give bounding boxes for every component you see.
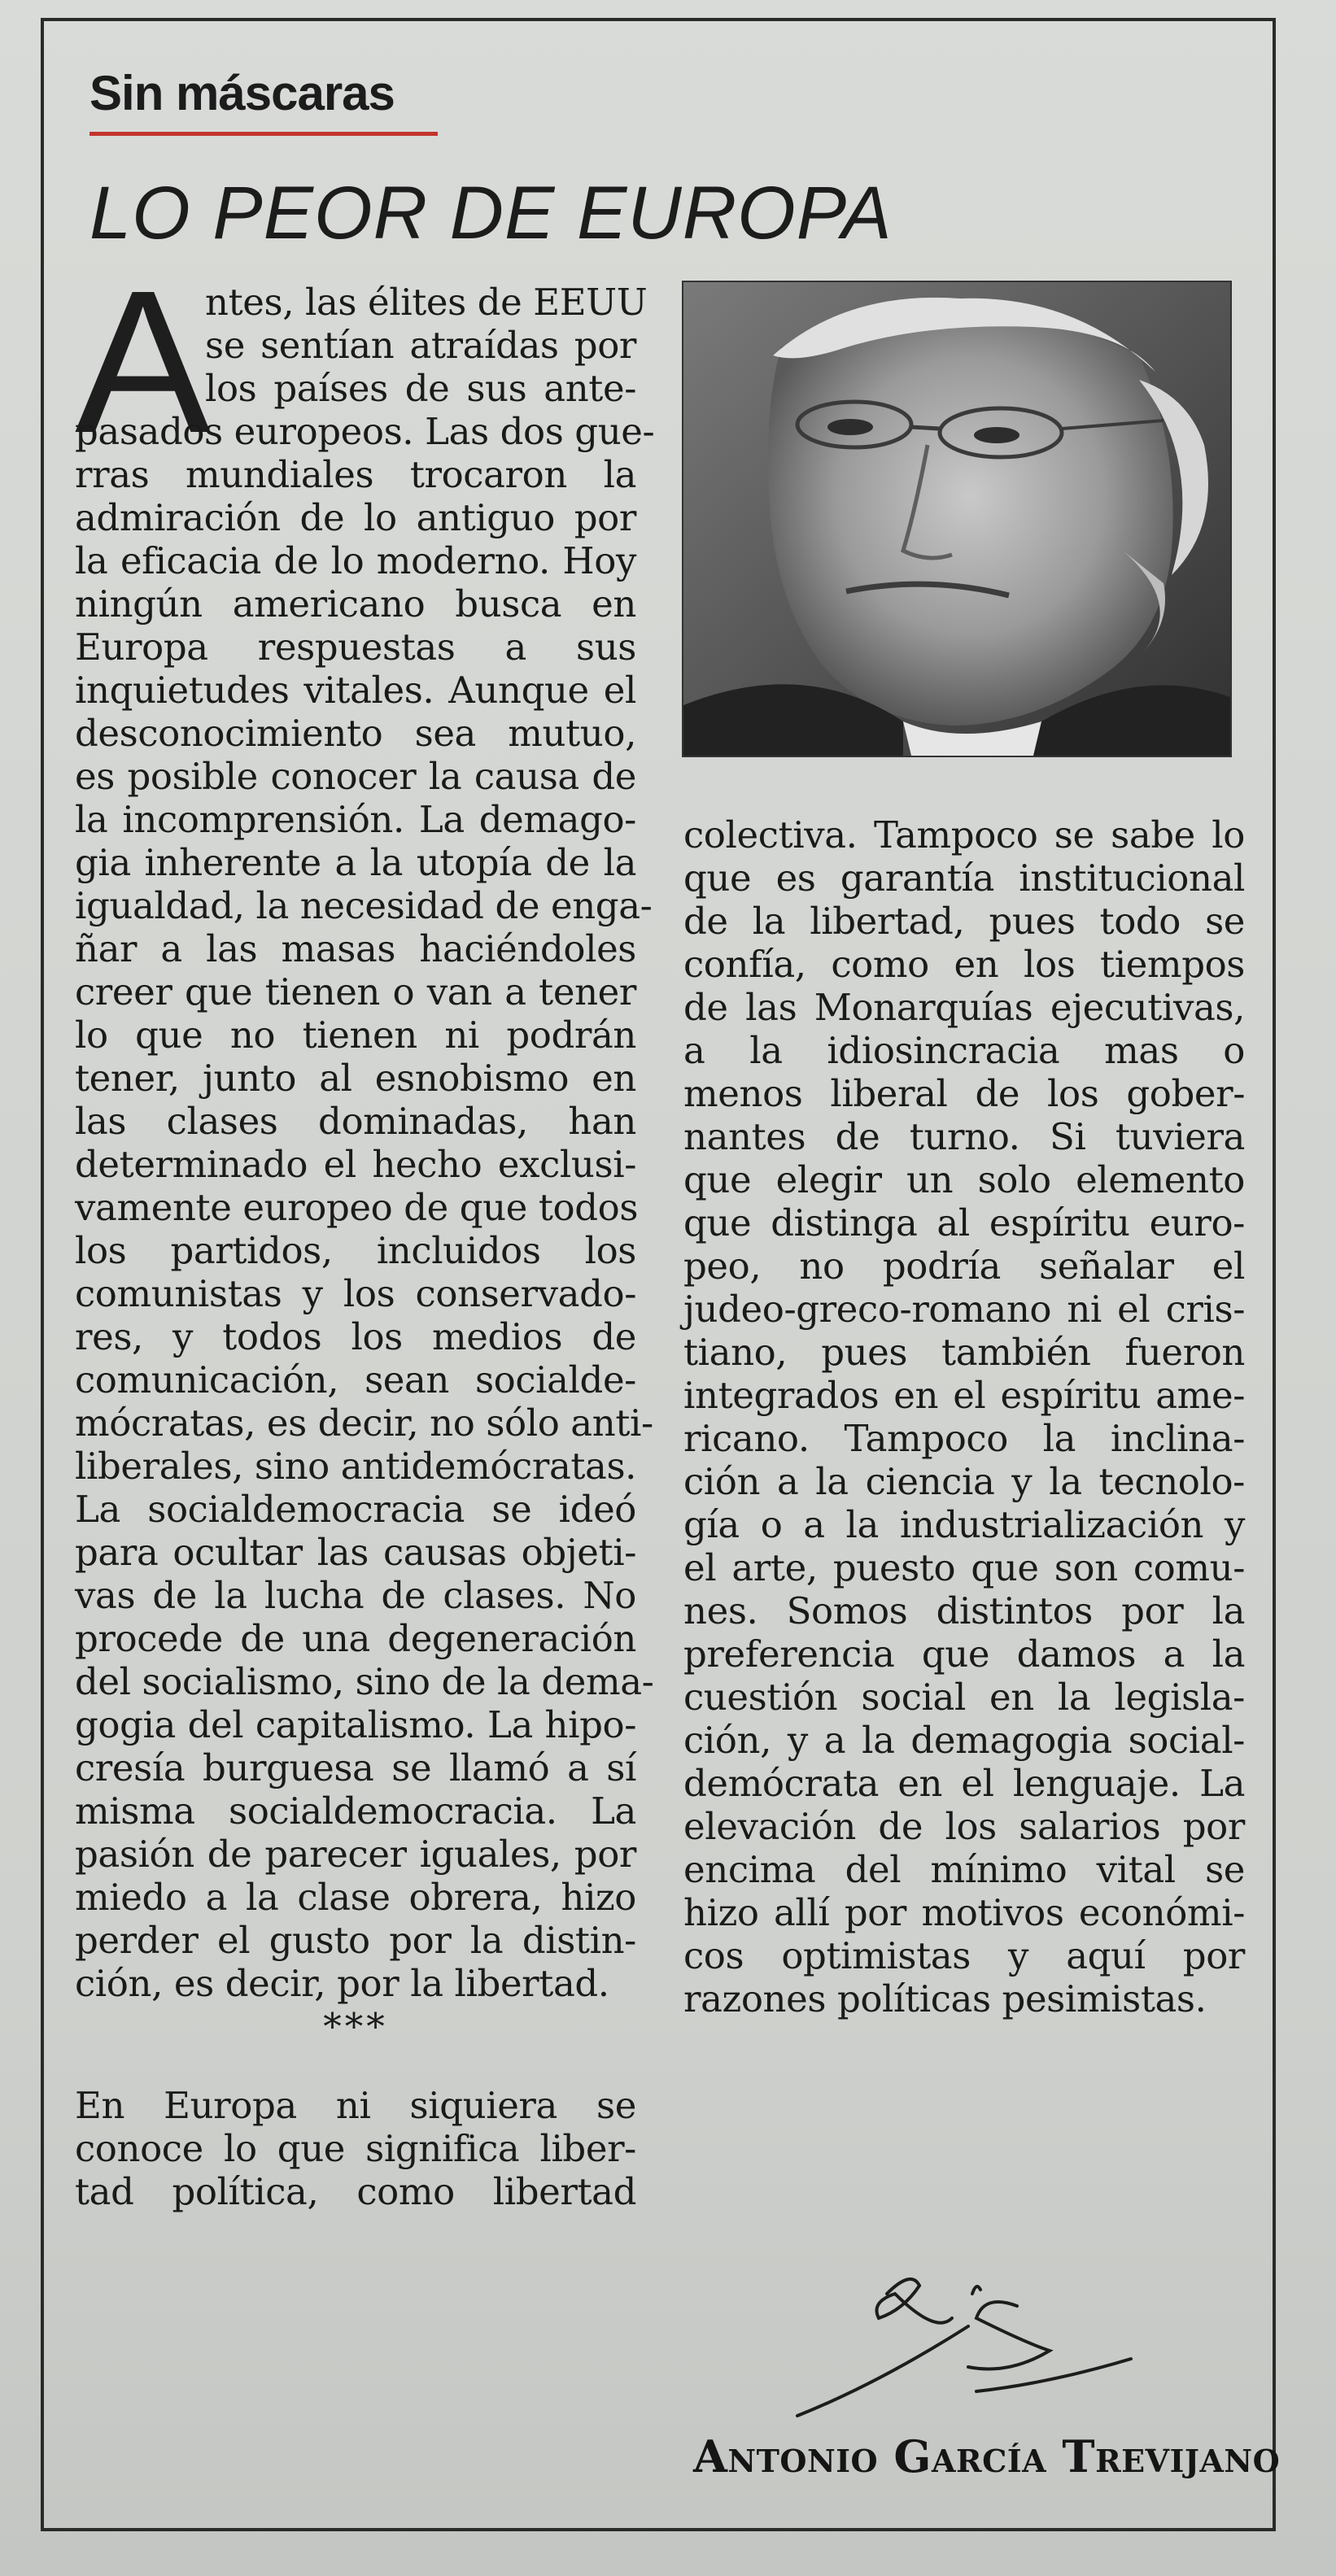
text-line: de la libertad, pues todo se [683, 900, 1245, 943]
text-line: pasión de parecer iguales, por [75, 1833, 636, 1876]
text-line: cuestión social en la legisla- [683, 1676, 1245, 1719]
paragraph-gap [75, 2048, 636, 2084]
text-line: creer que tienen o van a tener [75, 970, 636, 1013]
text-line: del socialismo, sino de la dema- [75, 1660, 654, 1703]
author-byline: Antonio García Trevijano [693, 2430, 1281, 2482]
text-line: preferencia que damos a la [683, 1632, 1245, 1676]
text-line: gia inherente a la utopía de la [75, 841, 636, 884]
text-line: de las Monarquías ejecutivas, [683, 986, 1245, 1029]
text-line: ción, es decir, por la libertad. [75, 1962, 609, 2005]
text-line: para ocultar las causas objeti- [75, 1531, 636, 1574]
text-line: La socialdemocracia se ideó [75, 1488, 636, 1531]
text-line: que distinga al espíritu euro- [683, 1201, 1245, 1244]
text-line: gía o a la industrialización y [683, 1503, 1245, 1546]
text-line: que es garantía institucional [683, 856, 1245, 900]
text-line: el arte, puesto que son comu- [683, 1546, 1245, 1589]
author-signature [781, 2261, 1164, 2424]
text-line: cos optimistas y aquí por [683, 1934, 1245, 1977]
text-line: gogia del capitalismo. La hipo- [75, 1703, 636, 1746]
text-line: perder el gusto por la distin- [75, 1919, 636, 1962]
text-line: tener, junto al esnobismo en [75, 1057, 636, 1100]
text-line: vamente europeo de que todos [75, 1186, 639, 1229]
text-line: tiano, pues también fueron [683, 1331, 1245, 1374]
author-photo [682, 281, 1232, 757]
text-line: colectiva. Tampoco se sabe lo [683, 813, 1245, 856]
text-line: menos liberal de los gober- [683, 1072, 1245, 1115]
text-line: vas de la lucha de clases. No [75, 1574, 636, 1617]
text-line: que elegir un solo elemento [683, 1158, 1245, 1201]
text-line: misma socialdemocracia. La [75, 1789, 636, 1833]
drop-cap: A [75, 248, 211, 475]
section-underline [90, 132, 438, 136]
text-line: miedo a la clase obrera, hizo [75, 1876, 636, 1919]
text-line: los partidos, incluidos los [75, 1229, 636, 1272]
text-line: razones políticas pesimistas. [683, 1977, 1207, 2020]
text-line: ñar a las masas haciéndoles [75, 927, 636, 970]
text-line: judeo-greco-romano ni el cris- [683, 1288, 1245, 1331]
text-line: la eficacia de lo moderno. Hoy [75, 539, 636, 582]
text-line: ción, y a la demagogia social- [683, 1719, 1245, 1762]
portrait-image [683, 282, 1230, 756]
text-line: cresía burguesa se llamó a sí [75, 1746, 636, 1789]
text-line: En Europa ni siquiera se [75, 2084, 636, 2127]
text-line: *** [323, 2005, 388, 2048]
text-line: admiración de lo antiguo por [75, 496, 636, 539]
text-line: comunistas y los conservado- [75, 1272, 636, 1315]
text-line: peo, no podría señalar el [683, 1244, 1245, 1288]
text-line: confía, como en los tiempos [683, 943, 1245, 986]
text-line: las clases dominadas, han [75, 1100, 636, 1143]
text-line: pasados europeos. Las dos gue- [75, 410, 655, 453]
text-line: procede de una degeneración [75, 1617, 636, 1660]
text-line: hizo allí por motivos económi- [683, 1891, 1245, 1934]
text-line: mócratas, es decir, no sólo anti- [75, 1401, 653, 1445]
text-line: igualdad, la necesidad de enga- [75, 884, 653, 927]
text-line: encima del mínimo vital se [683, 1848, 1245, 1891]
text-line: ntes, las élites de EEUU [205, 281, 648, 324]
text-line: lo que no tienen ni podrán [75, 1013, 636, 1057]
text-line: desconocimiento sea mutuo, [75, 712, 636, 755]
text-line: res, y todos los medios de [75, 1315, 636, 1358]
text-line: Europa respuestas a sus [75, 625, 636, 669]
text-line: los países de sus ante- [205, 367, 636, 410]
text-line: la incomprensión. La demago- [75, 798, 636, 841]
text-line: inquietudes vitales. Aunque el [75, 669, 636, 712]
text-line: integrados en el espíritu ame- [683, 1374, 1245, 1417]
text-line: ción a la ciencia y la tecnolo- [683, 1460, 1245, 1503]
text-line: comunicación, sean socialde- [75, 1358, 636, 1401]
text-line: ningún americano busca en [75, 582, 636, 625]
section-label: Sin máscaras [90, 66, 395, 120]
text-line: se sentían atraídas por [205, 324, 636, 367]
text-line: elevación de los salarios por [683, 1805, 1245, 1848]
text-line: demócrata en el lenguaje. La [683, 1762, 1245, 1805]
text-line: determinado el hecho exclusi- [75, 1143, 636, 1186]
text-line: nantes de turno. Si tuviera [683, 1115, 1245, 1158]
text-line: rras mundiales trocaron la [75, 453, 636, 496]
text-line: nes. Somos distintos por la [683, 1589, 1245, 1632]
left-column [75, 248, 655, 2213]
text-line: ricano. Tampoco la inclina- [683, 1417, 1245, 1460]
text-line: es posible conocer la causa de [75, 755, 636, 798]
text-line: liberales, sino antidemócratas. [75, 1445, 637, 1488]
right-column [683, 813, 1245, 2020]
text-line: conoce lo que significa liber- [75, 2127, 636, 2170]
text-line: a la idiosincracia mas o [683, 1029, 1245, 1072]
text-line: tad política, como libertad [75, 2170, 636, 2213]
article-headline: LO PEOR DE EUROPA [90, 172, 893, 255]
